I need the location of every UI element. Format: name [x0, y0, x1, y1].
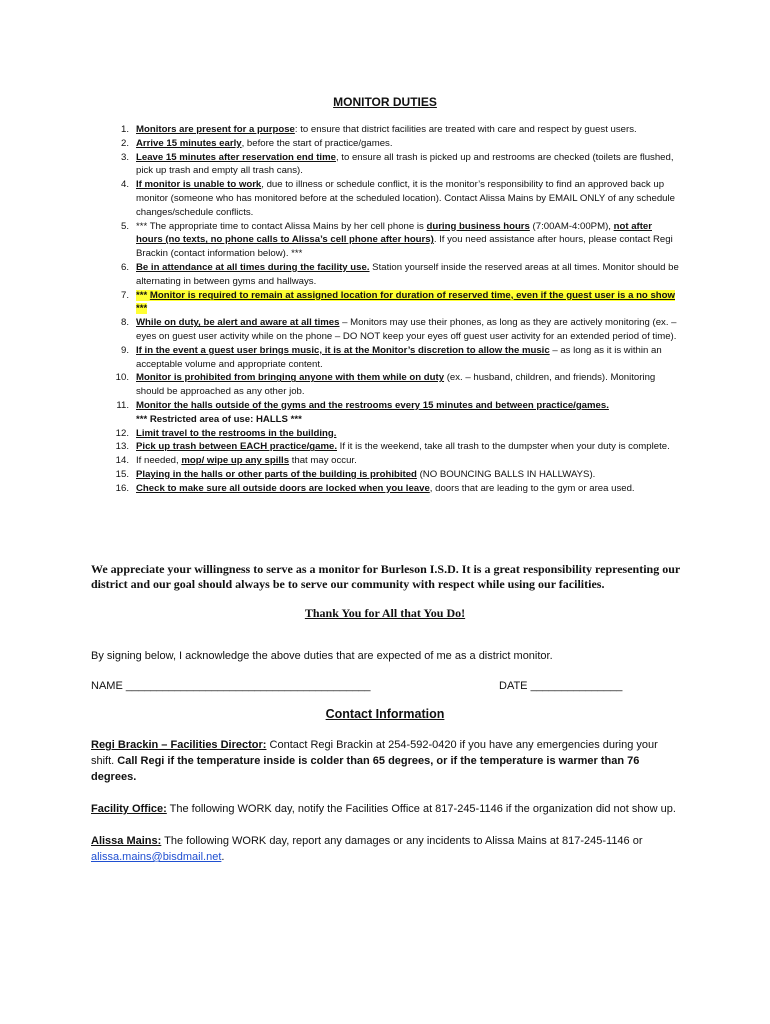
duty-heading: Check to make sure all outside doors are locked when you leave: [136, 482, 430, 494]
item-number: 9.: [120, 344, 129, 356]
item-number: 11.: [116, 399, 129, 411]
duty-heading: Monitor is required to remain at assigned location for duration of reserved time, even if the guest user is a no show: [149, 289, 675, 301]
item-number: 6.: [120, 261, 129, 273]
item-number: 16.: [115, 482, 129, 494]
duty-text: *** The appropriate time to contact Alissa Mains by her cell phone is: [136, 220, 427, 232]
item-number: 14.: [115, 455, 129, 467]
duty-heading: Monitor is prohibited from bringing anyone with them while on duty: [136, 372, 445, 384]
item-number: 7.: [120, 289, 129, 301]
list-item: [109, 220, 679, 261]
list-item: [109, 151, 679, 179]
contact-text: The following WORK day, report any damages or any incidents to Alissa Mains at 817-245-1146 or: [161, 835, 643, 847]
contact-text: .: [221, 851, 225, 863]
item-number: 1.: [120, 124, 129, 135]
list-item: [109, 178, 679, 219]
duty-heading: Leave 15 minutes after reservation end time: [136, 151, 336, 163]
restricted-area-note: *** Restricted area of use: HALLS ***: [136, 413, 302, 425]
duty-text: – Monitors may use their phones, as long as they are actively monitoring (ex. – eyes on guest user activity while on the phone – DO NOT keep your eyes off guest user activity for an extended period of time).: [136, 317, 677, 342]
list-item: [109, 137, 679, 151]
contact-text: Contact Regi Brackin at 254-592-0420 if you have any emergencies during your shift.: [91, 739, 658, 767]
list-item: [109, 399, 679, 427]
duty-heading: Be in attendance at all times during the facility use.: [136, 261, 370, 273]
thank-you-text: Thank You for All that You Do!: [304, 606, 466, 620]
facility-office-paragraph: [91, 801, 681, 817]
thank-you-line: [0, 606, 770, 621]
duty-text: , doors that are leading to the gym or area used.: [429, 482, 635, 494]
item-number: 12.: [115, 427, 129, 439]
email-link[interactable]: alissa.mains@bisdmail.net: [91, 851, 222, 863]
duty-text: . If you need assistance after hours, please contact Regi Brackin (contact information below). ***: [136, 234, 673, 260]
list-item: [109, 454, 679, 468]
duty-heading: Pick up trash between EACH practice/game.: [136, 441, 338, 453]
duty-text: If needed,: [136, 455, 182, 467]
list-item: [109, 123, 679, 137]
name-line: NAME ________________________________________: [91, 680, 371, 692]
temperature-instruction: Call Regi if the temperature inside is colder than 65 degrees, or if the temperature is warmer than 76 degrees.: [91, 755, 640, 783]
list-item: [109, 371, 679, 399]
duty-text: , before the start of practice/games.: [241, 137, 393, 149]
duty-text: – as long as it is within an acceptable volume and appropriate content.: [136, 344, 662, 370]
regi-contact-paragraph: [91, 737, 681, 785]
duty-text: (NO BOUNCING BALLS IN HALLWAYS).: [416, 468, 596, 480]
item-number: 10.: [115, 372, 129, 384]
duties-list: [109, 123, 679, 496]
appreciation-paragraph: We appreciate your willingness to serve as a monitor for Burleson I.S.D. It is a great responsibility representing our district and our goal should always be to serve our community with respect while using our facilities.: [91, 562, 681, 591]
item-number: 4.: [120, 179, 129, 191]
duty-heading: While on duty, be alert and aware at all times: [136, 317, 340, 329]
duty-heading: Playing in the halls or other parts of the building is prohibited: [136, 468, 417, 480]
duty-text: that may occur.: [289, 455, 357, 467]
list-item: [109, 440, 679, 454]
list-item: [109, 289, 679, 317]
list-item: [109, 344, 679, 372]
duty-text: If it is the weekend, take all trash to the dumpster when your duty is complete.: [337, 441, 670, 453]
highlighted-duty: [136, 290, 675, 315]
duty-heading: Limit travel to the restrooms in the building.: [136, 427, 337, 439]
duty-text: Station yourself inside the reserved areas at all times. Monitor should be alternating in between gyms and hallways.: [136, 261, 679, 287]
list-item: [109, 316, 679, 344]
item-number: 15.: [115, 468, 129, 480]
alissa-contact-paragraph: [91, 833, 681, 865]
date-line: DATE _______________: [499, 680, 623, 692]
item-number: 5.: [120, 220, 129, 232]
contact-label: Alissa Mains:: [91, 835, 162, 847]
list-item: [109, 482, 679, 496]
list-item: [109, 261, 679, 289]
duty-heading: Monitor the halls outside of the gyms and the restrooms every 15 minutes and between practice/games.: [136, 399, 609, 411]
contact-label: Regi Brackin – Facilities Director:: [91, 739, 267, 751]
duty-heading: mop/ wipe up any spills: [181, 455, 290, 467]
duty-heading: Arrive 15 minutes early: [136, 137, 242, 149]
duty-text: , to ensure all trash is picked up and restrooms are checked (toilets are flushed, pick up trash and empty all trash cans).: [136, 151, 674, 177]
duty-text: (ex. – husband, children, and friends). Monitoring should be approached as any other job.: [136, 372, 656, 398]
item-number: 2.: [120, 137, 129, 149]
duty-text: , due to illness or schedule conflict, it is the monitor’s responsibility to find an approved back up monitor (someone who has monitored before at the scheduled location). Contact Alissa Mains by EMAIL ONLY of any schedule changes/schedule conflicts.: [136, 179, 675, 218]
contact-text: The following WORK day, notify the Facilities Office at 817-245-1146 if the organization did not show up.: [166, 803, 676, 815]
item-number: 3.: [120, 151, 129, 163]
page-title: MONITOR DUTIES: [333, 95, 437, 109]
item-number: 8.: [120, 317, 129, 329]
duty-text: : to ensure that district facilities are treated with care and respect by guest users.: [294, 124, 637, 135]
duty-text: ***: [136, 303, 148, 315]
duty-heading: Monitors are present for a purpose: [136, 124, 295, 135]
contact-information-heading: Contact Information: [325, 707, 445, 721]
acknowledgement-text: By signing below, I acknowledge the above duties that are expected of me as a district monitor.: [91, 650, 553, 662]
signature-row: [91, 680, 631, 692]
duty-heading: If in the event a guest user brings music, it is at the Monitor’s discretion to allow the music: [136, 344, 550, 356]
duty-heading: If monitor is unable to work: [136, 179, 262, 191]
duty-heading: during business hours: [426, 220, 530, 232]
duty-heading: not after hours (no texts, no phone calls to Alissa’s cell phone after hours): [136, 220, 652, 246]
duty-text: (7:00AM-4:00PM),: [529, 220, 614, 232]
item-number: 13.: [115, 441, 129, 453]
list-item: [109, 427, 679, 441]
duty-text: ***: [136, 289, 150, 301]
list-item: [109, 468, 679, 482]
contact-label: Facility Office:: [91, 803, 167, 815]
